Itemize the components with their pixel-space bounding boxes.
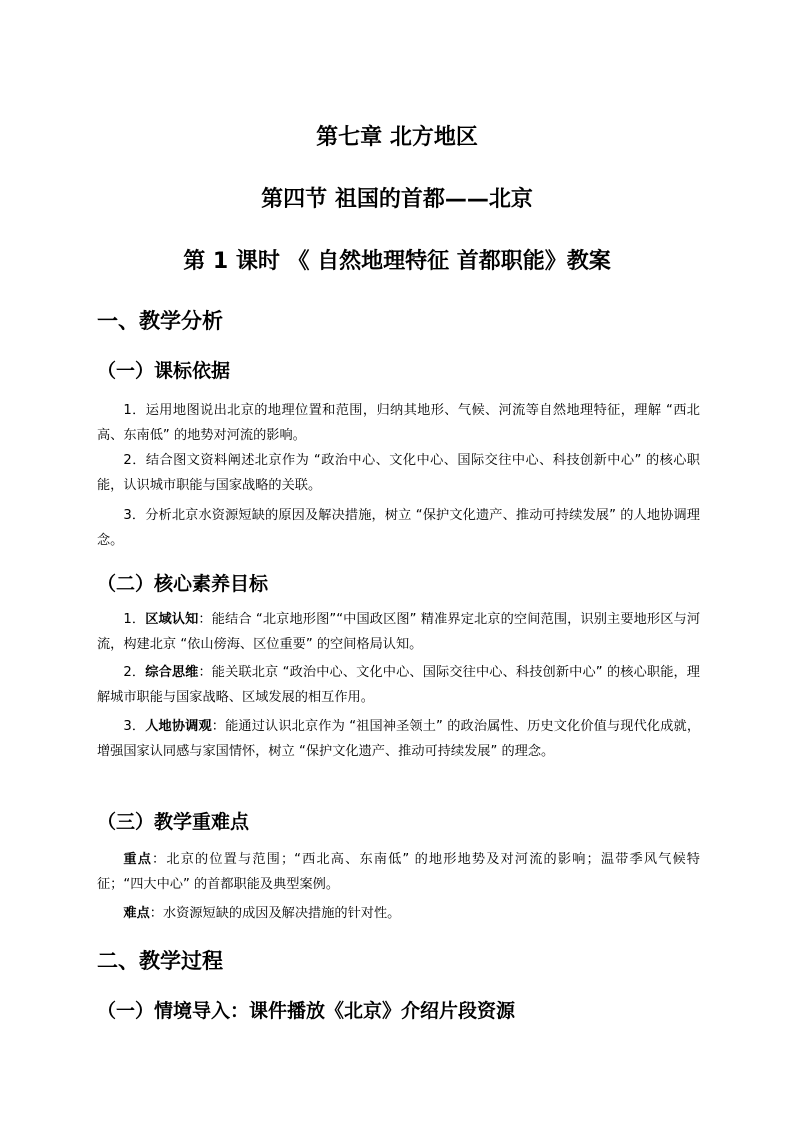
intro-heading: （一）情境导入：课件播放《北京》介绍片段资源: [97, 1000, 516, 1022]
part2-heading: 二、教学过程: [97, 949, 223, 973]
key-points: 重点：北京的位置与范围；“西北高、东南低” 的地形地势及对河流的影响；温带季风气候特征；“四大中心” 的首都职能及典型案例。: [97, 852, 700, 892]
literacy-item-1: 1．区域认知：能结合 “北京地形图”“中国政区图” 精准界定北京的空间范围，识别主要地形区与河流，构建北京 “依山傍海、区位重要” 的空间格局认知。: [97, 612, 701, 652]
difficult-points: 难点：水资源短缺的成因及解决措施的针对性。: [123, 906, 401, 921]
literacy-item-3: 3．人地协调观：能通过认识北京作为 “祖国神圣领土” 的政治属性、历史文化价值与现代化成就，增强国家认同感与家国情怀，树立 “保护文化遗产、推动可持续发展” 的理念。: [97, 719, 701, 759]
curriculum-basis-heading: （一）课标依据: [97, 360, 231, 382]
core-literacy-heading: （二）核心素养目标: [97, 573, 269, 595]
literacy-item-2: 2．综合思维：能关联北京 “政治中心、文化中心、国际交往中心、科技创新中心” 的核心职能，理解城市职能与国家战略、区域发展的相互作用。: [97, 665, 700, 705]
section-title: 第四节 祖国的首都——北京: [261, 187, 533, 212]
curriculum-item-3: 3．分析北京水资源短缺的原因及解决措施，树立 “保护文化遗产、推动可持续发展” 的人地协调理念。: [97, 508, 700, 548]
chapter-title: 第七章 北方地区: [316, 125, 478, 150]
key-difficult-heading: （三）教学重难点: [97, 811, 250, 833]
part1-heading: 一、教学分析: [97, 309, 223, 333]
curriculum-item-2: 2．结合图文资料阐述北京作为 “政治中心、文化中心、国际交往中心、科技创新中心” 的核心职能，认识城市职能与国家战略的关联。: [97, 453, 700, 493]
curriculum-item-1: 1．运用地图说出北京的地理位置和范围，归纳其地形、气候、河流等自然地理特征，理解 “西北高、东南低” 的地势对河流的影响。: [97, 403, 700, 443]
lesson-title: 第 1 课时 《 自然地理特征 首都职能》教案: [183, 249, 611, 274]
